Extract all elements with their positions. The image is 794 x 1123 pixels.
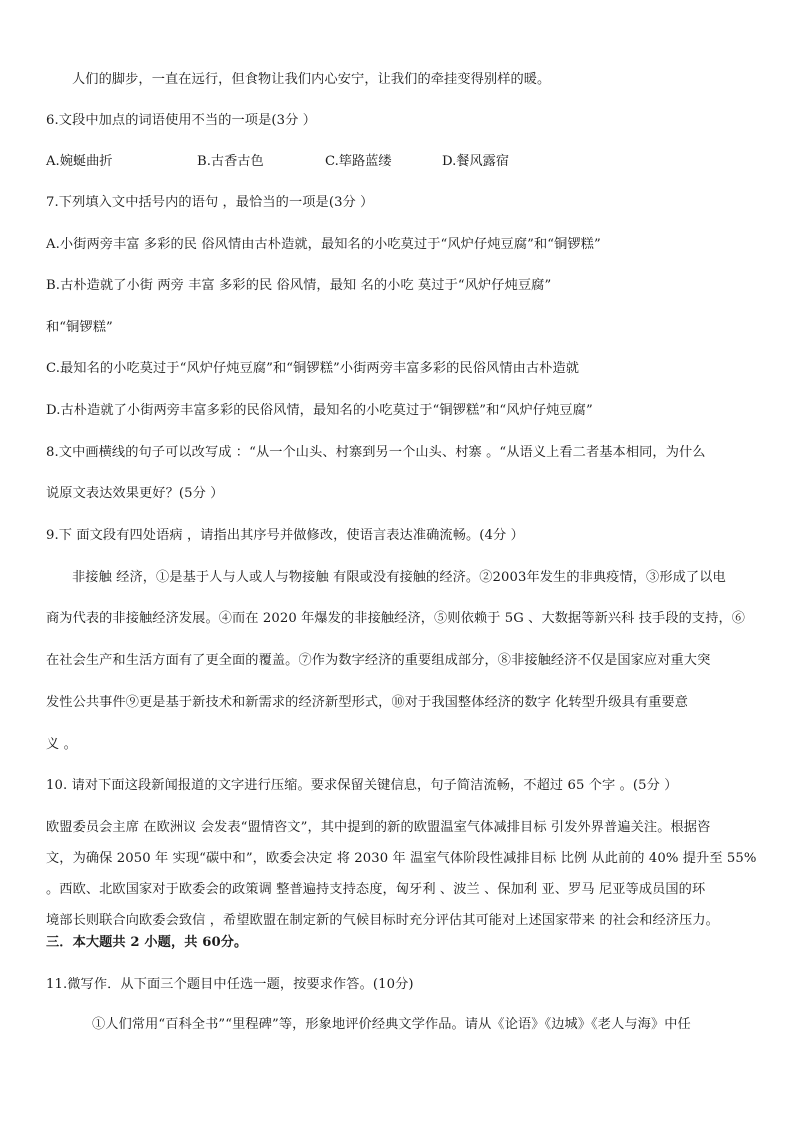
question-9: 9.下 面文段有四处语病 ，请指出其序号并做修改，使语言表达准确流畅。(4分 ） bbox=[46, 528, 524, 543]
question-7-option-c: C.最知名的小吃莫过于“风炉仔炖豆腐”和“铜锣糕”小街两旁丰富多彩的民俗风情由古朴造就 bbox=[46, 361, 580, 376]
question-9-passage: 非接触 经济，①是基于人与人或人与物接触 有限或没有接触的经济。②2003年发生的非典疫情，③形成了以电 bbox=[72, 570, 726, 585]
question-9-passage-line: 义 。 bbox=[46, 737, 77, 752]
question-11-prompt-1: ①人们常用“百科全书”“里程碑”等，形象地评价经典文学作品。请从《论语》《边城》《老人与海》中任 bbox=[92, 1017, 691, 1032]
question-9-passage-line: 商为代表的非接触经济发展。④而在 2020 年爆发的非接触经济，⑤则依赖于 5G 、大数据等新兴科 技手段的支持，⑥ bbox=[46, 611, 746, 626]
question-10-passage: 欧盟委员会主席 在欧洲议 会发表“盟情咨文”，其中提到的新的欧盟温室气体减排目标 引发外界普遍关注。根据咨 bbox=[46, 820, 711, 835]
question-6-option-a: A.婉蜒曲折 bbox=[46, 154, 113, 169]
question-9-passage-line: 发性公共事件⑨更是基于新技术和新需求的经济新型形式，⑩对于我国整体经济的数字 化转型升级具有重要意 bbox=[46, 695, 689, 710]
section-3-heading: 三．本大题共 2 小题，共 60分。 bbox=[46, 935, 248, 950]
question-7: 7.下列填入文中括号内的语句 ，最恰当的一项是(3分 ） bbox=[46, 195, 374, 210]
question-7-option-b-cont: 和“铜锣糕” bbox=[46, 320, 113, 335]
question-7-option-d: D.古朴造就了小街两旁丰富多彩的民俗风情，最知名的小吃莫过于“铜锣糕”和“风炉仔炖豆腐” bbox=[46, 403, 593, 418]
question-6: 6.文段中加点的词语使用不当的一项是(3分 ） bbox=[46, 113, 316, 128]
question-11: 11.微写作．从下面三个题目中任选一题，按要求作答。(10分) bbox=[46, 977, 414, 992]
question-7-option-b: B.古朴造就了小街 两旁 丰富 多彩的民 俗风情，最知 名的小吃 莫过于“风炉仔炖豆腐” bbox=[46, 278, 552, 293]
question-6-option-d: D.餐风露宿 bbox=[442, 154, 510, 169]
question-8: 8.文中画横线的句子可以改写成 ：“从一个山头、村寨到另一个山头、村寨 。“从语义上看二者基本相同，为什么 bbox=[46, 445, 706, 460]
passage-closing-line: 人们的脚步，一直在远行，但食物让我们内心安宁，让我们的牵挂变得别样的暖。 bbox=[72, 72, 551, 87]
question-8-cont: 说原文表达效果更好？(5分 ） bbox=[46, 486, 224, 501]
question-10-passage-line: 境部长则联合向欧委会致信 ，希望欧盟在制定新的气候目标时充分评估其可能对上述国家带来 的社会和经济压力。 bbox=[46, 913, 719, 928]
question-10-passage-line: 。西欧、北欧国家对于欧委会的政策调 整普遍持支持态度，匈牙利 、波兰 、保加利 亚、罗马 尼亚等成员国的环 bbox=[46, 882, 706, 897]
question-10: 10. 请对下面这段新闻报道的文字进行压缩。要求保留关键信息，句子简洁流畅，不超过 65 个字 。(5分 ） bbox=[46, 778, 678, 793]
question-6-option-b: B.古香古色 bbox=[197, 154, 264, 169]
question-10-passage-line: 文，为确保 2050 年 实现“碳中和”，欧委会决定 将 2030 年 温室气体阶段性减排目标 比例 从此前的 40% 提升至 55% bbox=[46, 851, 757, 866]
question-6-option-c: C.筚路蓝缕 bbox=[325, 154, 392, 169]
question-7-option-a: A.小街两旁丰富 多彩的民 俗风情由古朴造就，最知名的小吃莫过于“风炉仔炖豆腐”和“铜锣糕” bbox=[46, 237, 601, 252]
question-9-passage-line: 在社会生产和生活方面有了更全面的覆盖。⑦作为数字经济的重要组成部分，⑧非接触经济不仅是国家应对重大突 bbox=[46, 653, 711, 668]
